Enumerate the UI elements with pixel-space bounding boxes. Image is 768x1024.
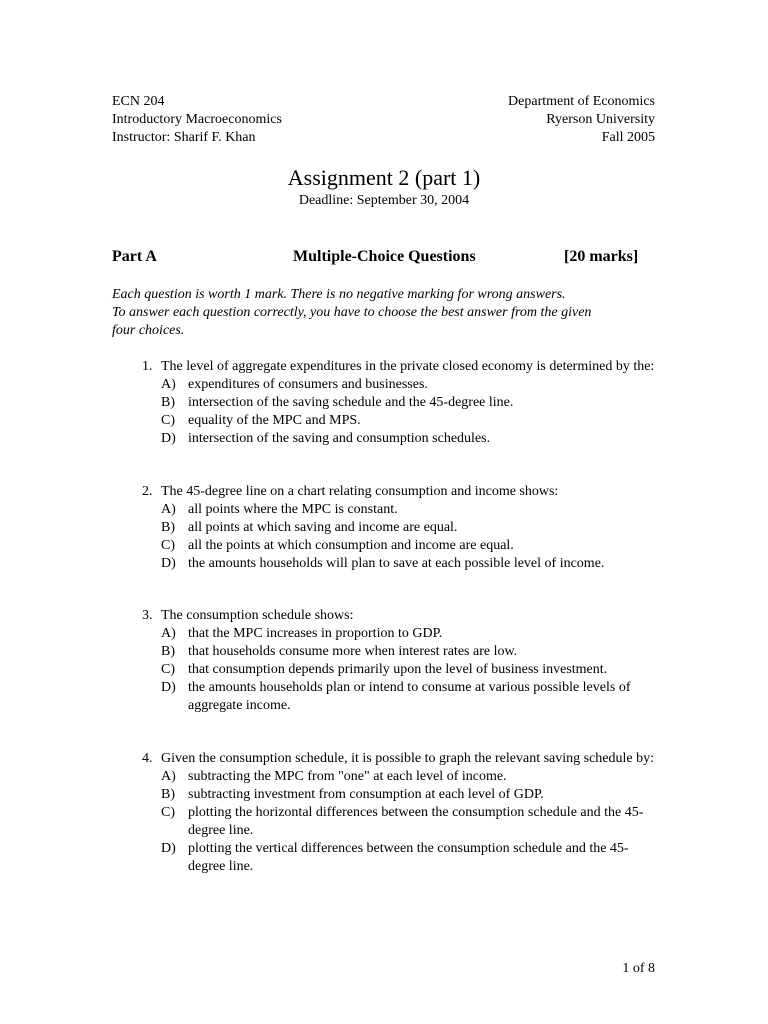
option-text: expenditures of consumers and businesses.	[188, 377, 428, 392]
option-label: C)	[161, 805, 175, 820]
option-text-continued: degree line.	[188, 823, 254, 838]
question-text: The 45-degree line on a chart relating consumption and income shows:	[161, 484, 559, 499]
part-label: Part A	[112, 248, 157, 265]
option-c	[142, 661, 702, 679]
option-label: C)	[161, 413, 175, 428]
option-a	[142, 768, 702, 786]
option-d	[142, 679, 702, 715]
option-label: A)	[161, 502, 176, 517]
option-label: A)	[161, 626, 176, 641]
option-b	[142, 394, 702, 412]
instruction-line: To answer each question correctly, you have to choose the best answer from the given	[112, 305, 592, 320]
question-number: 2.	[142, 484, 153, 499]
option-text: intersection of the saving and consumption schedules.	[188, 431, 491, 446]
department-info	[508, 93, 655, 147]
option-text: all the points at which consumption and income are equal.	[188, 538, 514, 553]
option-c	[142, 537, 702, 555]
part-heading-row	[112, 248, 656, 268]
option-d	[142, 430, 702, 448]
option-text: all points where the MPC is constant.	[188, 502, 398, 517]
option-c	[142, 412, 702, 430]
option-text: that households consume more when interest rates are low.	[188, 644, 518, 659]
question-3	[142, 607, 702, 715]
option-text-continued: aggregate income.	[188, 698, 291, 713]
term: Fall 2005	[601, 130, 655, 145]
option-text: the amounts households plan or intend to consume at various possible levels of	[188, 680, 631, 695]
option-d	[142, 840, 702, 876]
option-text: all points at which saving and income are equal.	[188, 520, 458, 535]
question-number: 3.	[142, 608, 153, 623]
deadline: Deadline: September 30, 2004	[298, 193, 470, 208]
option-text-continued: degree line.	[188, 859, 254, 874]
option-label: B)	[161, 644, 175, 659]
question-2	[142, 483, 702, 573]
option-text: subtracting the MPC from "one" at each level of income.	[188, 769, 507, 784]
option-text: that consumption depends primarily upon the level of business investment.	[188, 662, 608, 677]
option-text: that the MPC increases in proportion to GDP.	[188, 626, 443, 641]
question-text: The level of aggregate expenditures in the private closed economy is determined by the:	[161, 359, 655, 374]
option-a	[142, 501, 702, 519]
option-d	[142, 555, 702, 573]
course-code: ECN 204	[112, 94, 165, 109]
instructions	[112, 286, 672, 340]
option-text: subtracting investment from consumption at each level of GDP.	[188, 787, 544, 802]
question-number: 1.	[142, 359, 153, 374]
option-b	[142, 643, 702, 661]
assignment-title: Assignment 2 (part 1)	[287, 165, 481, 190]
page-number: 1 of 8	[622, 961, 655, 976]
part-title: Multiple-Choice Questions	[293, 248, 476, 265]
option-text: plotting the vertical differences between the consumption schedule and the 45-	[188, 841, 629, 856]
option-label: A)	[161, 769, 176, 784]
option-label: C)	[161, 538, 175, 553]
question-1	[142, 358, 702, 448]
question-number: 4.	[142, 751, 153, 766]
option-text: equality of the MPC and MPS.	[188, 413, 361, 428]
instruction-line: Each question is worth 1 mark. There is no negative marking for wrong answers.	[112, 287, 566, 302]
option-label: A)	[161, 377, 176, 392]
option-label: C)	[161, 662, 175, 677]
question-text: Given the consumption schedule, it is possible to graph the relevant saving schedule by:	[161, 751, 655, 766]
option-label: D)	[161, 556, 176, 571]
option-label: D)	[161, 431, 176, 446]
course-name: Introductory Macroeconomics	[112, 112, 282, 127]
option-label: B)	[161, 395, 175, 410]
course-info	[112, 93, 282, 147]
option-c	[142, 804, 702, 840]
option-label: B)	[161, 787, 175, 802]
option-a	[142, 376, 702, 394]
question-4	[142, 750, 702, 876]
part-marks: [20 marks]	[564, 248, 639, 265]
option-text: plotting the horizontal differences between the consumption schedule and the 45-	[188, 805, 644, 820]
option-label: D)	[161, 841, 176, 856]
instructor: Instructor: Sharif F. Khan	[112, 130, 256, 145]
question-text: The consumption schedule shows:	[161, 608, 354, 623]
instruction-line: four choices.	[112, 323, 185, 338]
department: Department of Economics	[508, 94, 655, 109]
option-text: the amounts households will plan to save at each possible level of income.	[188, 556, 605, 571]
option-a	[142, 625, 702, 643]
option-text: intersection of the saving schedule and the 45-degree line.	[188, 395, 514, 410]
option-b	[142, 786, 702, 804]
option-label: B)	[161, 520, 175, 535]
university: Ryerson University	[546, 112, 655, 127]
option-b	[142, 519, 702, 537]
option-label: D)	[161, 680, 176, 695]
